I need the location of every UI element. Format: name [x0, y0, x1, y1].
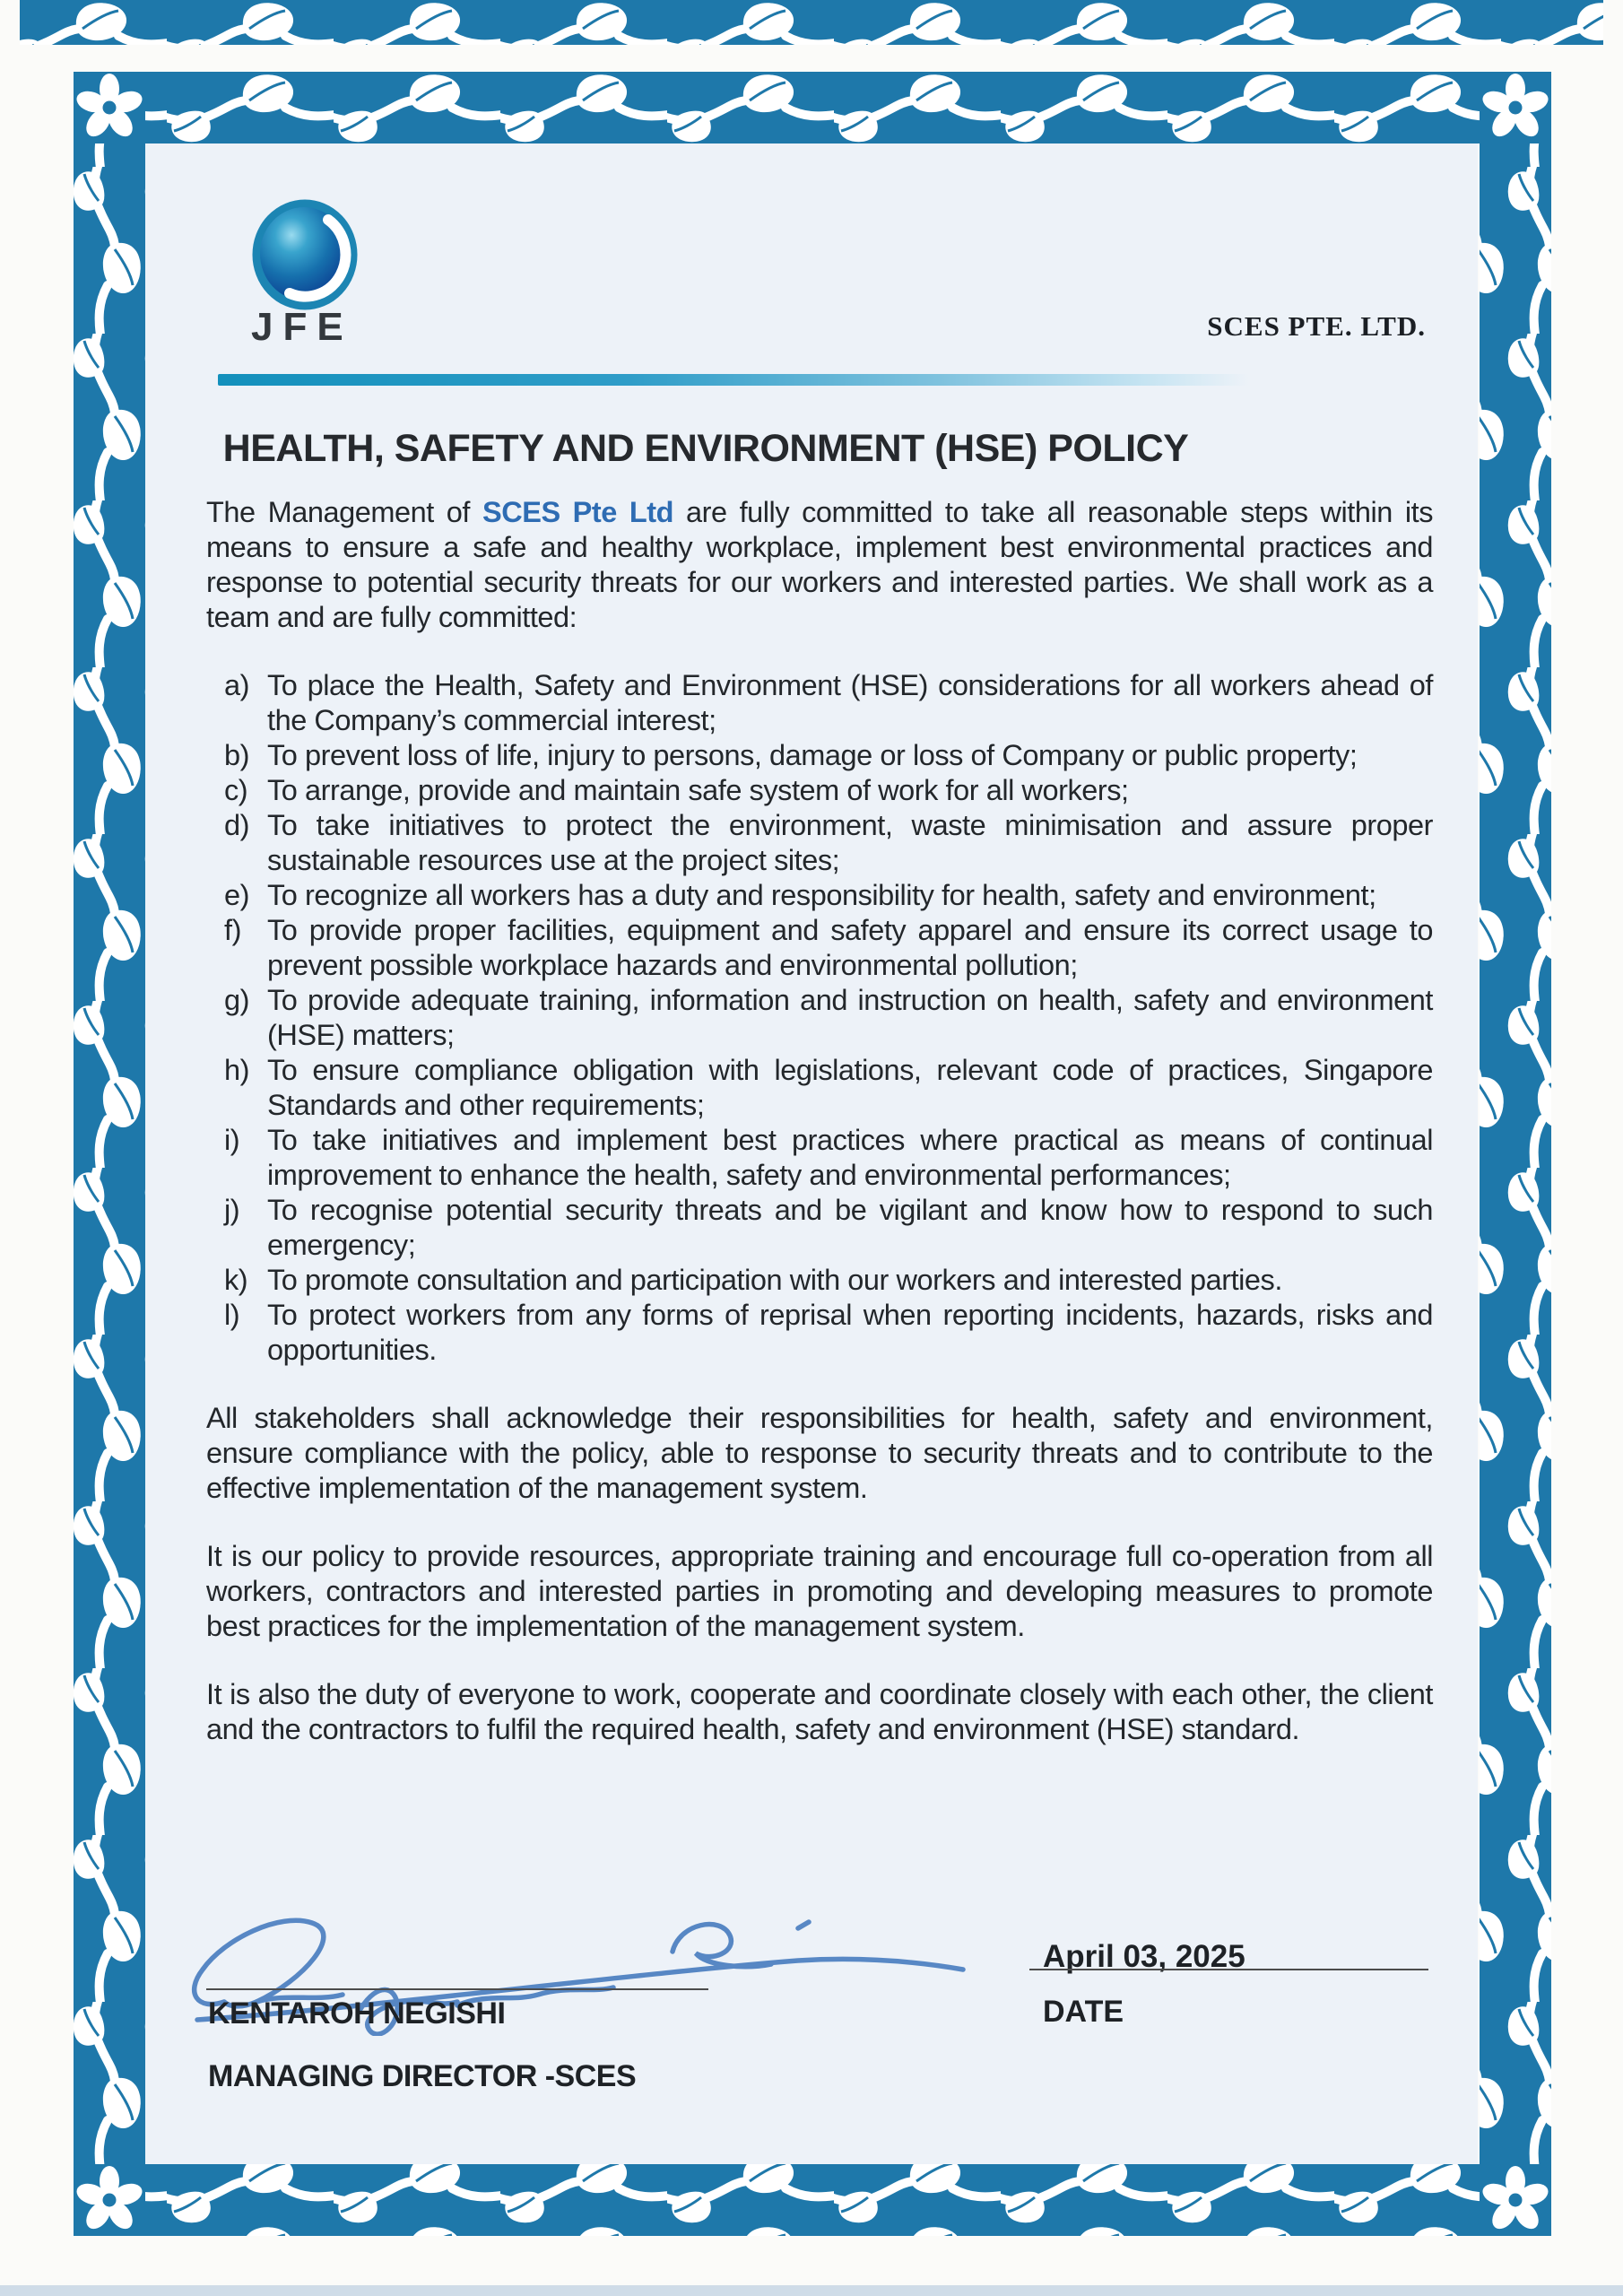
- jfe-logo-icon: [249, 199, 360, 310]
- item-label: l): [224, 1299, 240, 1331]
- date-line: [1029, 1949, 1428, 1970]
- policy-list-item: [224, 738, 1433, 773]
- company-name: SCES PTE. LTD.: [1207, 310, 1426, 342]
- item-text: To provide proper facilities, equipment and safety apparel and ensure its correct usage to prevent possible workplace hazards and environmental pollution;: [267, 914, 1433, 981]
- item-label: d): [224, 809, 249, 841]
- policy-list-item: [224, 773, 1433, 808]
- policy-list-item: [224, 1298, 1433, 1368]
- item-label: g): [224, 984, 249, 1016]
- bottom-scan-strip: [0, 2285, 1623, 2296]
- intro-company-name: SCES Pte Ltd: [482, 496, 674, 528]
- item-label: j): [224, 1194, 240, 1226]
- body-paragraph: All stakeholders shall acknowledge their responsibilities for health, safety and environment, ensure compliance with the policy, able to response to security threats and to contribute to the effective implementation of the management system.: [206, 1402, 1433, 1504]
- policy-list-item: [224, 983, 1433, 1053]
- policy-list-item: [224, 1053, 1433, 1123]
- item-label: c): [224, 774, 248, 806]
- signatory-name: KENTAROH NEGISHI: [208, 1996, 506, 2031]
- date-label: DATE: [1043, 1995, 1124, 2029]
- page-title: HEALTH, SAFETY AND ENVIRONMENT (HSE) POLICY: [222, 427, 1189, 470]
- item-label: h): [224, 1054, 249, 1086]
- body-paragraph: It is also the duty of everyone to work, cooperate and coordinate closely with each other, the client and the contractors to fulfil the required health, safety and environment (HSE) standard.: [206, 1678, 1433, 1745]
- policy-list-item: [224, 913, 1433, 983]
- item-text: To prevent loss of life, injury to persons, damage or loss of Company or public property;: [267, 739, 1358, 771]
- item-text: To recognise potential security threats and be vigilant and know how to respond to such emergency;: [267, 1194, 1433, 1261]
- item-text: To protect workers from any forms of reprisal when reporting incidents, hazards, risks and opportunities.: [267, 1299, 1433, 1366]
- body-column: [206, 495, 1433, 1780]
- item-text: To take initiatives to protect the environment, waste minimisation and assure proper sustainable resources use at the project sites;: [267, 809, 1433, 876]
- body-paragraph: It is our policy to provide resources, appropriate training and encourage full co-operation from all workers, contractors and interested parties in promoting and developing measures to promote best practices for the implementation of the management system.: [206, 1540, 1433, 1642]
- top-scan-strip: [20, 0, 1603, 47]
- item-label: k): [224, 1264, 248, 1296]
- intro-paragraph: [206, 495, 1433, 635]
- jfe-logo-text: JFE: [251, 305, 353, 349]
- item-text: To promote consultation and participation with our workers and interested parties.: [267, 1264, 1282, 1296]
- policy-list-item: [224, 668, 1433, 738]
- intro-suffix: are fully committed to take all reasonable steps within its means to ensure a safe and healthy workplace, implement best environmental practices and response to potential security threats for our workers and interested parties. We shall work as a team and are fully committed:: [206, 496, 1434, 633]
- header-rule: [218, 374, 1249, 386]
- policy-list-item: [224, 808, 1433, 878]
- item-label: b): [224, 739, 249, 771]
- item-text: To place the Health, Safety and Environment (HSE) considerations for all workers ahead of the Company’s commercial interest;: [267, 669, 1433, 736]
- item-label: f): [224, 914, 241, 946]
- item-text: To arrange, provide and maintain safe system of work for all workers;: [267, 774, 1129, 806]
- item-text: To provide adequate training, information and instruction on health, safety and environment (HSE) matters;: [267, 984, 1433, 1051]
- policy-list-item: [224, 1263, 1433, 1298]
- signatory-role: MANAGING DIRECTOR -SCES: [208, 2059, 637, 2093]
- signature-line: [206, 1969, 708, 1990]
- item-label: e): [224, 879, 249, 911]
- item-label: i): [224, 1124, 240, 1156]
- policy-list-item: [224, 1123, 1433, 1193]
- date-value: April 03, 2025: [1043, 1939, 1245, 1974]
- policy-list-item: [224, 878, 1433, 913]
- item-text: To ensure compliance obligation with legislations, relevant code of practices, Singapore Standards and other requirements;: [267, 1054, 1433, 1121]
- intro-prefix: The Management of: [206, 496, 482, 528]
- item-label: a): [224, 669, 249, 701]
- item-text: To take initiatives and implement best practices where practical as means of continual improvement to enhance the health, safety and environmental performances;: [267, 1124, 1433, 1191]
- policy-list-item: [224, 1193, 1433, 1263]
- item-text: To recognize all workers has a duty and responsibility for health, safety and environment;: [267, 879, 1376, 911]
- policy-list: [206, 668, 1433, 1368]
